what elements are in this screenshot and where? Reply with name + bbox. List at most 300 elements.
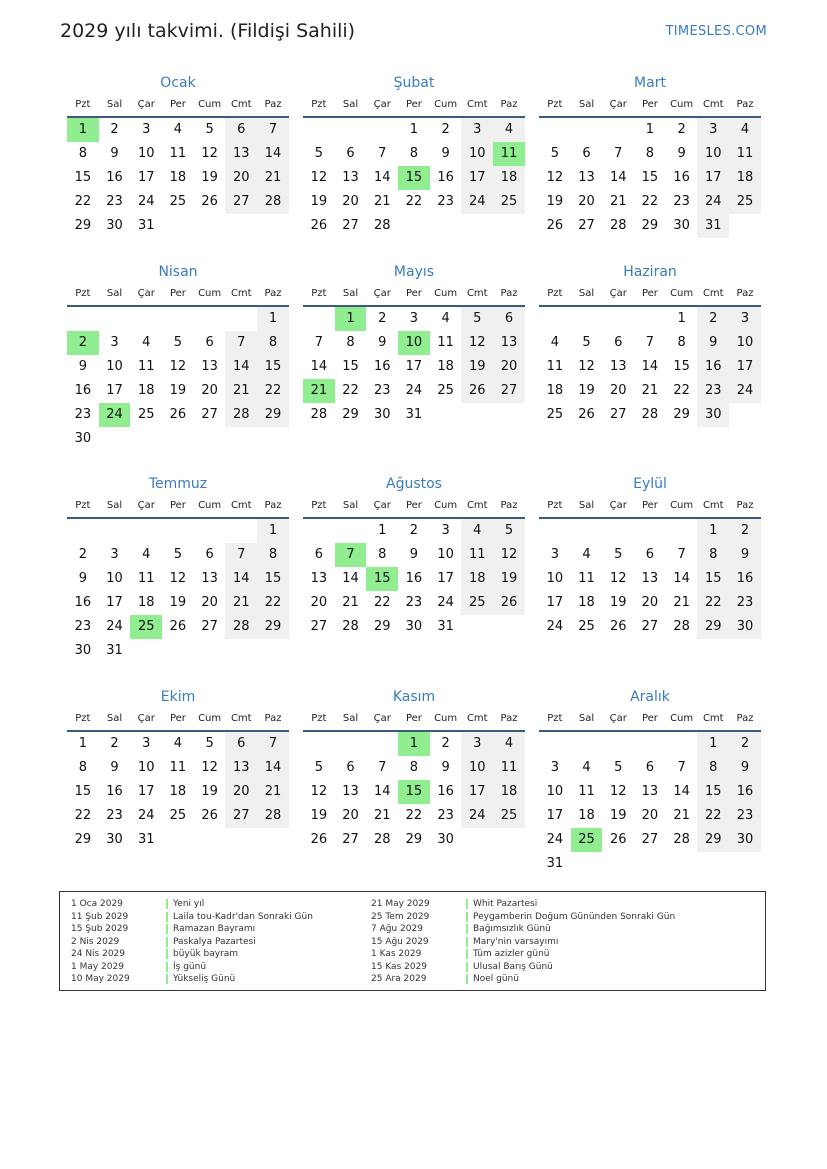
day-cell: 11 xyxy=(137,359,155,374)
week-row xyxy=(539,828,761,852)
day-cell: 16 xyxy=(74,595,92,610)
day-cell: 5 xyxy=(314,146,323,161)
day-cell: 19 xyxy=(578,383,595,398)
month-block xyxy=(539,261,761,427)
empty-day-cell xyxy=(225,519,257,543)
empty-day-cell xyxy=(303,118,335,142)
day-cell: 1 xyxy=(378,523,387,538)
day-cell: 5 xyxy=(614,760,623,775)
day-cell: 22 xyxy=(641,194,659,209)
day-cell: 16 xyxy=(373,359,391,374)
month-block xyxy=(67,473,289,663)
day-cell: 9 xyxy=(697,331,729,355)
weekday-label: Paz xyxy=(264,500,282,511)
day-cell: 29 xyxy=(641,218,659,233)
day-cell: 19 xyxy=(609,595,627,610)
page-title: 2029 yılı takvimi. (Fildişi Sahili) xyxy=(60,20,356,42)
empty-day-cell xyxy=(99,307,131,331)
day-cell: 14 xyxy=(225,567,257,591)
day-cell: 5 xyxy=(614,547,623,562)
day-cell: 3 xyxy=(461,118,493,142)
week-row xyxy=(67,567,289,591)
day-cell: 8 xyxy=(346,335,355,350)
month-block xyxy=(539,473,761,639)
week-row xyxy=(67,355,289,379)
day-cell: 26 xyxy=(493,591,525,615)
day-cell: 19 xyxy=(201,784,218,799)
day-cell: 5 xyxy=(205,736,214,751)
day-cell: 8 xyxy=(409,760,419,775)
holiday-marker xyxy=(466,924,468,934)
weekday-label: Cmt xyxy=(466,500,488,511)
day-cell: 9 xyxy=(78,359,87,374)
day-cell: 24 xyxy=(546,619,564,634)
day-cell: 12 xyxy=(201,760,218,775)
holiday-marker xyxy=(166,962,168,972)
day-cell: 2 xyxy=(729,519,761,543)
day-cell: 23 xyxy=(74,407,92,422)
day-cell: 6 xyxy=(314,547,323,562)
week-row xyxy=(67,639,289,663)
day-cell: 20 xyxy=(493,355,525,379)
holiday-marker xyxy=(466,949,468,959)
empty-day-cell xyxy=(602,519,634,543)
day-cell: 8 xyxy=(257,543,289,567)
weekday-label: Cmt xyxy=(466,288,488,299)
day-cell: 27 xyxy=(310,619,328,634)
holiday-marker xyxy=(466,912,468,922)
day-cell: 8 xyxy=(409,146,419,161)
day-cell: 21 xyxy=(257,166,289,190)
empty-day-cell xyxy=(366,732,398,756)
day-cell: 24 xyxy=(729,379,761,403)
day-cell: 30 xyxy=(729,828,761,852)
day-cell: 3 xyxy=(550,760,559,775)
day-cell: 4 xyxy=(493,118,525,142)
legend-item xyxy=(360,898,675,911)
week-row xyxy=(67,591,289,615)
month-name: Eylül xyxy=(633,476,667,492)
day-cell: 5 xyxy=(461,307,493,331)
day-cell: 30 xyxy=(373,407,391,422)
day-cell: 15 xyxy=(74,784,92,799)
holiday-date: 25 Tem 2029 xyxy=(371,911,430,922)
day-cell: 11 xyxy=(169,146,187,161)
empty-day-cell xyxy=(602,307,634,331)
day-cell: 14 xyxy=(641,359,659,374)
legend-column xyxy=(60,898,313,986)
day-cell: 17 xyxy=(461,166,493,190)
day-cell: 13 xyxy=(641,571,659,586)
empty-day-cell xyxy=(194,427,226,451)
day-cell: 15 xyxy=(641,170,659,185)
day-cell: 2 xyxy=(441,736,450,751)
day-cell: 25 xyxy=(130,615,162,639)
day-cell: 10 xyxy=(461,756,493,780)
holiday-marker xyxy=(466,899,468,909)
week-row xyxy=(303,615,525,639)
day-cell: 1 xyxy=(697,732,729,756)
day-cell: 13 xyxy=(641,784,659,799)
day-cell: 31 xyxy=(405,407,423,422)
day-cell: 16 xyxy=(437,784,454,799)
week-row xyxy=(67,519,289,543)
day-cell: 9 xyxy=(729,756,761,780)
week-row xyxy=(303,591,525,615)
day-cell: 11 xyxy=(493,756,525,780)
day-cell: 29 xyxy=(257,403,289,427)
day-cell: 1 xyxy=(335,307,367,331)
day-cell: 22 xyxy=(697,804,729,828)
empty-day-cell xyxy=(225,427,257,451)
empty-day-cell xyxy=(493,403,525,427)
day-cell: 25 xyxy=(493,804,525,828)
weekday-label: Paz xyxy=(736,500,754,511)
weekday-label: Paz xyxy=(736,99,754,110)
day-cell: 6 xyxy=(645,547,655,562)
day-cell: 17 xyxy=(137,170,155,185)
week-row xyxy=(67,142,289,166)
day-cell: 4 xyxy=(142,547,151,562)
day-cell: 7 xyxy=(257,118,289,142)
day-cell: 13 xyxy=(201,359,218,374)
week-row xyxy=(303,118,525,142)
day-cell: 30 xyxy=(106,218,123,233)
day-cell: 29 xyxy=(697,615,729,639)
day-cell: 5 xyxy=(550,146,559,161)
week-row xyxy=(67,379,289,403)
day-cell: 28 xyxy=(310,407,328,422)
day-cell: 26 xyxy=(169,407,187,422)
empty-day-cell xyxy=(398,214,430,238)
day-cell: 17 xyxy=(546,595,564,610)
weekday-label: Paz xyxy=(500,99,518,110)
empty-day-cell xyxy=(571,732,603,756)
day-cell: 17 xyxy=(729,355,761,379)
day-cell: 13 xyxy=(342,784,359,799)
day-cell: 28 xyxy=(342,619,359,634)
day-cell: 15 xyxy=(257,355,289,379)
week-row xyxy=(67,307,289,331)
week-row xyxy=(539,615,761,639)
day-cell: 14 xyxy=(225,355,257,379)
weekday-label: Per xyxy=(169,99,186,110)
empty-day-cell xyxy=(194,307,226,331)
day-cell: 28 xyxy=(257,804,289,828)
day-cell: 30 xyxy=(673,218,690,233)
empty-day-cell xyxy=(461,403,493,427)
weekday-label: Cum xyxy=(670,288,694,299)
holiday-name: Peygamberin Doğum Gününden Sonraki Gün xyxy=(473,911,676,922)
day-cell: 28 xyxy=(373,832,391,847)
holiday-name: büyük bayram xyxy=(173,949,239,959)
day-cell: 16 xyxy=(697,355,729,379)
month-name: Mayıs xyxy=(393,264,435,280)
weekday-label: Sal xyxy=(106,288,123,299)
day-cell: 18 xyxy=(546,383,564,398)
day-cell: 7 xyxy=(225,543,257,567)
day-cell: 30 xyxy=(74,643,92,658)
empty-day-cell xyxy=(666,519,698,543)
holiday-legend xyxy=(59,891,766,991)
day-cell: 22 xyxy=(373,595,391,610)
legend-item xyxy=(360,911,675,924)
day-cell: 7 xyxy=(335,543,367,567)
day-cell: 2 xyxy=(729,732,761,756)
month-name: Ağustos xyxy=(386,476,442,492)
day-cell: 19 xyxy=(310,194,328,209)
week-row xyxy=(67,756,289,780)
holiday-name: Ulusal Barış Günü xyxy=(473,961,553,972)
day-cell: 4 xyxy=(461,519,493,543)
empty-day-cell xyxy=(225,828,257,852)
week-row xyxy=(539,756,761,780)
day-cell: 6 xyxy=(493,307,525,331)
month-block xyxy=(539,72,761,238)
weekday-label: Pzt xyxy=(75,500,91,511)
empty-day-cell xyxy=(602,852,634,876)
day-cell: 19 xyxy=(201,170,218,185)
empty-day-cell xyxy=(225,307,257,331)
day-cell: 1 xyxy=(697,519,729,543)
weekday-label: Çar xyxy=(373,99,391,110)
day-cell: 10 xyxy=(546,784,564,799)
day-cell: 26 xyxy=(578,407,595,422)
weekday-header xyxy=(67,94,289,118)
day-cell: 28 xyxy=(373,218,391,233)
empty-day-cell xyxy=(162,519,194,543)
weekday-label: Cmt xyxy=(702,288,724,299)
day-cell: 25 xyxy=(493,190,525,214)
week-row xyxy=(303,543,525,567)
day-cell: 21 xyxy=(641,383,659,398)
weekday-label: Per xyxy=(405,288,422,299)
day-cell: 3 xyxy=(441,523,450,538)
empty-day-cell xyxy=(729,852,761,876)
day-cell: 21 xyxy=(225,591,257,615)
empty-day-cell xyxy=(194,519,226,543)
day-cell: 25 xyxy=(137,407,155,422)
week-row xyxy=(303,403,525,427)
empty-day-cell xyxy=(461,214,493,238)
day-cell: 8 xyxy=(697,756,729,780)
weekday-label: Paz xyxy=(736,713,754,724)
week-row xyxy=(67,427,289,451)
day-cell: 1 xyxy=(67,118,99,142)
day-cell: 11 xyxy=(461,543,493,567)
weekday-label: Çar xyxy=(137,500,155,511)
week-row xyxy=(539,591,761,615)
day-cell: 23 xyxy=(106,808,123,823)
day-cell: 12 xyxy=(169,359,187,374)
holiday-date: 15 Şub 2029 xyxy=(71,924,129,934)
week-row xyxy=(67,543,289,567)
empty-day-cell xyxy=(194,214,226,238)
day-cell: 17 xyxy=(137,784,155,799)
day-cell: 11 xyxy=(578,784,595,799)
week-row xyxy=(303,355,525,379)
weekday-label: Cum xyxy=(670,713,694,724)
weekday-header xyxy=(303,94,525,118)
day-cell: 10 xyxy=(137,146,155,161)
weekday-label: Per xyxy=(641,713,658,724)
month-name: Kasım xyxy=(392,689,436,705)
week-row xyxy=(539,804,761,828)
week-row xyxy=(539,543,761,567)
day-cell: 16 xyxy=(729,780,761,804)
day-cell: 24 xyxy=(137,808,155,823)
day-cell: 18 xyxy=(493,166,525,190)
day-cell: 14 xyxy=(257,756,289,780)
weekday-label: Pzt xyxy=(311,500,327,511)
day-cell: 20 xyxy=(641,595,659,610)
day-cell: 25 xyxy=(546,407,564,422)
day-cell: 12 xyxy=(201,146,218,161)
month-block xyxy=(67,72,289,238)
holiday-marker xyxy=(166,924,168,934)
week-row xyxy=(303,732,525,756)
day-cell: 26 xyxy=(609,619,627,634)
weekday-label: Per xyxy=(641,99,658,110)
day-cell: 2 xyxy=(409,523,419,538)
week-row xyxy=(539,567,761,591)
day-cell: 3 xyxy=(142,736,151,751)
day-cell: 26 xyxy=(461,379,493,403)
day-cell: 15 xyxy=(697,780,729,804)
day-cell: 27 xyxy=(641,832,659,847)
day-cell: 3 xyxy=(697,118,729,142)
week-row xyxy=(303,214,525,238)
empty-day-cell xyxy=(461,828,493,852)
day-cell: 12 xyxy=(546,170,564,185)
weekday-label: Çar xyxy=(137,713,155,724)
holiday-marker xyxy=(166,937,168,947)
holiday-name: Mary'nin varsayımı xyxy=(473,936,559,947)
week-row xyxy=(67,828,289,852)
empty-day-cell xyxy=(162,307,194,331)
day-cell: 8 xyxy=(257,331,289,355)
day-cell: 12 xyxy=(310,170,328,185)
day-cell: 5 xyxy=(173,547,183,562)
day-cell: 5 xyxy=(205,122,214,137)
day-cell: 11 xyxy=(546,359,564,374)
weekday-label: Pzt xyxy=(75,288,91,299)
empty-day-cell xyxy=(99,519,131,543)
day-cell: 16 xyxy=(74,383,92,398)
day-cell: 12 xyxy=(169,571,187,586)
day-cell: 21 xyxy=(373,194,391,209)
holiday-marker xyxy=(166,974,168,984)
week-row xyxy=(539,142,761,166)
day-cell: 11 xyxy=(729,142,761,166)
week-row xyxy=(67,615,289,639)
holiday-marker xyxy=(166,949,168,959)
weekday-label: Cmt xyxy=(702,99,724,110)
day-cell: 20 xyxy=(225,780,257,804)
holiday-name: Whit Pazartesi xyxy=(473,899,538,909)
empty-day-cell xyxy=(162,639,194,663)
week-row xyxy=(539,519,761,543)
day-cell: 11 xyxy=(437,335,454,350)
weekday-label: Cmt xyxy=(702,713,724,724)
week-row xyxy=(303,756,525,780)
empty-day-cell xyxy=(539,732,571,756)
day-cell: 20 xyxy=(310,595,328,610)
week-row xyxy=(539,166,761,190)
day-cell: 23 xyxy=(373,383,391,398)
weekday-label: Per xyxy=(641,288,658,299)
empty-day-cell xyxy=(634,852,666,876)
day-cell: 11 xyxy=(169,760,187,775)
day-cell: 7 xyxy=(645,335,655,350)
empty-day-cell xyxy=(162,214,194,238)
day-cell: 6 xyxy=(346,760,355,775)
day-cell: 21 xyxy=(673,595,690,610)
day-cell: 22 xyxy=(673,383,690,398)
day-cell: 15 xyxy=(673,359,690,374)
day-cell: 13 xyxy=(201,571,218,586)
day-cell: 30 xyxy=(74,431,92,446)
day-cell: 3 xyxy=(729,307,761,331)
week-row xyxy=(67,118,289,142)
day-cell: 8 xyxy=(78,146,87,161)
day-cell: 27 xyxy=(493,379,525,403)
weekday-label: Cum xyxy=(198,288,222,299)
weekday-label: Sal xyxy=(106,500,123,511)
weekday-label: Cum xyxy=(198,500,222,511)
weekday-label: Per xyxy=(169,713,186,724)
day-cell: 21 xyxy=(609,194,627,209)
empty-day-cell xyxy=(539,118,571,142)
weekday-label: Çar xyxy=(373,500,391,511)
day-cell: 20 xyxy=(342,808,359,823)
holiday-date: 15 Ağu 2029 xyxy=(371,936,429,947)
weekday-header xyxy=(303,495,525,519)
day-cell: 1 xyxy=(257,307,289,331)
month-block xyxy=(67,261,289,451)
weekday-label: Cum xyxy=(198,99,222,110)
day-cell: 15 xyxy=(398,166,430,190)
weekday-label: Paz xyxy=(500,500,518,511)
legend-item xyxy=(60,973,313,986)
weekday-header xyxy=(67,495,289,519)
empty-day-cell xyxy=(430,214,462,238)
day-cell: 10 xyxy=(546,571,564,586)
empty-day-cell xyxy=(225,214,257,238)
legend-item xyxy=(360,961,675,974)
site-link[interactable]: TIMESLES.COM xyxy=(665,24,767,39)
empty-day-cell xyxy=(493,214,525,238)
weekday-header xyxy=(539,495,761,519)
day-cell: 23 xyxy=(673,194,690,209)
day-cell: 18 xyxy=(169,170,187,185)
empty-day-cell xyxy=(430,403,462,427)
weekday-label: Cum xyxy=(434,500,458,511)
legend-item xyxy=(60,923,313,936)
week-row xyxy=(67,732,289,756)
day-cell: 7 xyxy=(257,732,289,756)
day-cell: 14 xyxy=(673,571,690,586)
weekday-label: Cum xyxy=(198,713,222,724)
day-cell: 21 xyxy=(342,595,359,610)
empty-day-cell xyxy=(303,519,335,543)
day-cell: 27 xyxy=(609,407,627,422)
day-cell: 23 xyxy=(729,591,761,615)
day-cell: 2 xyxy=(110,736,119,751)
weekday-label: Çar xyxy=(373,713,391,724)
day-cell: 22 xyxy=(74,194,92,209)
empty-day-cell xyxy=(634,519,666,543)
